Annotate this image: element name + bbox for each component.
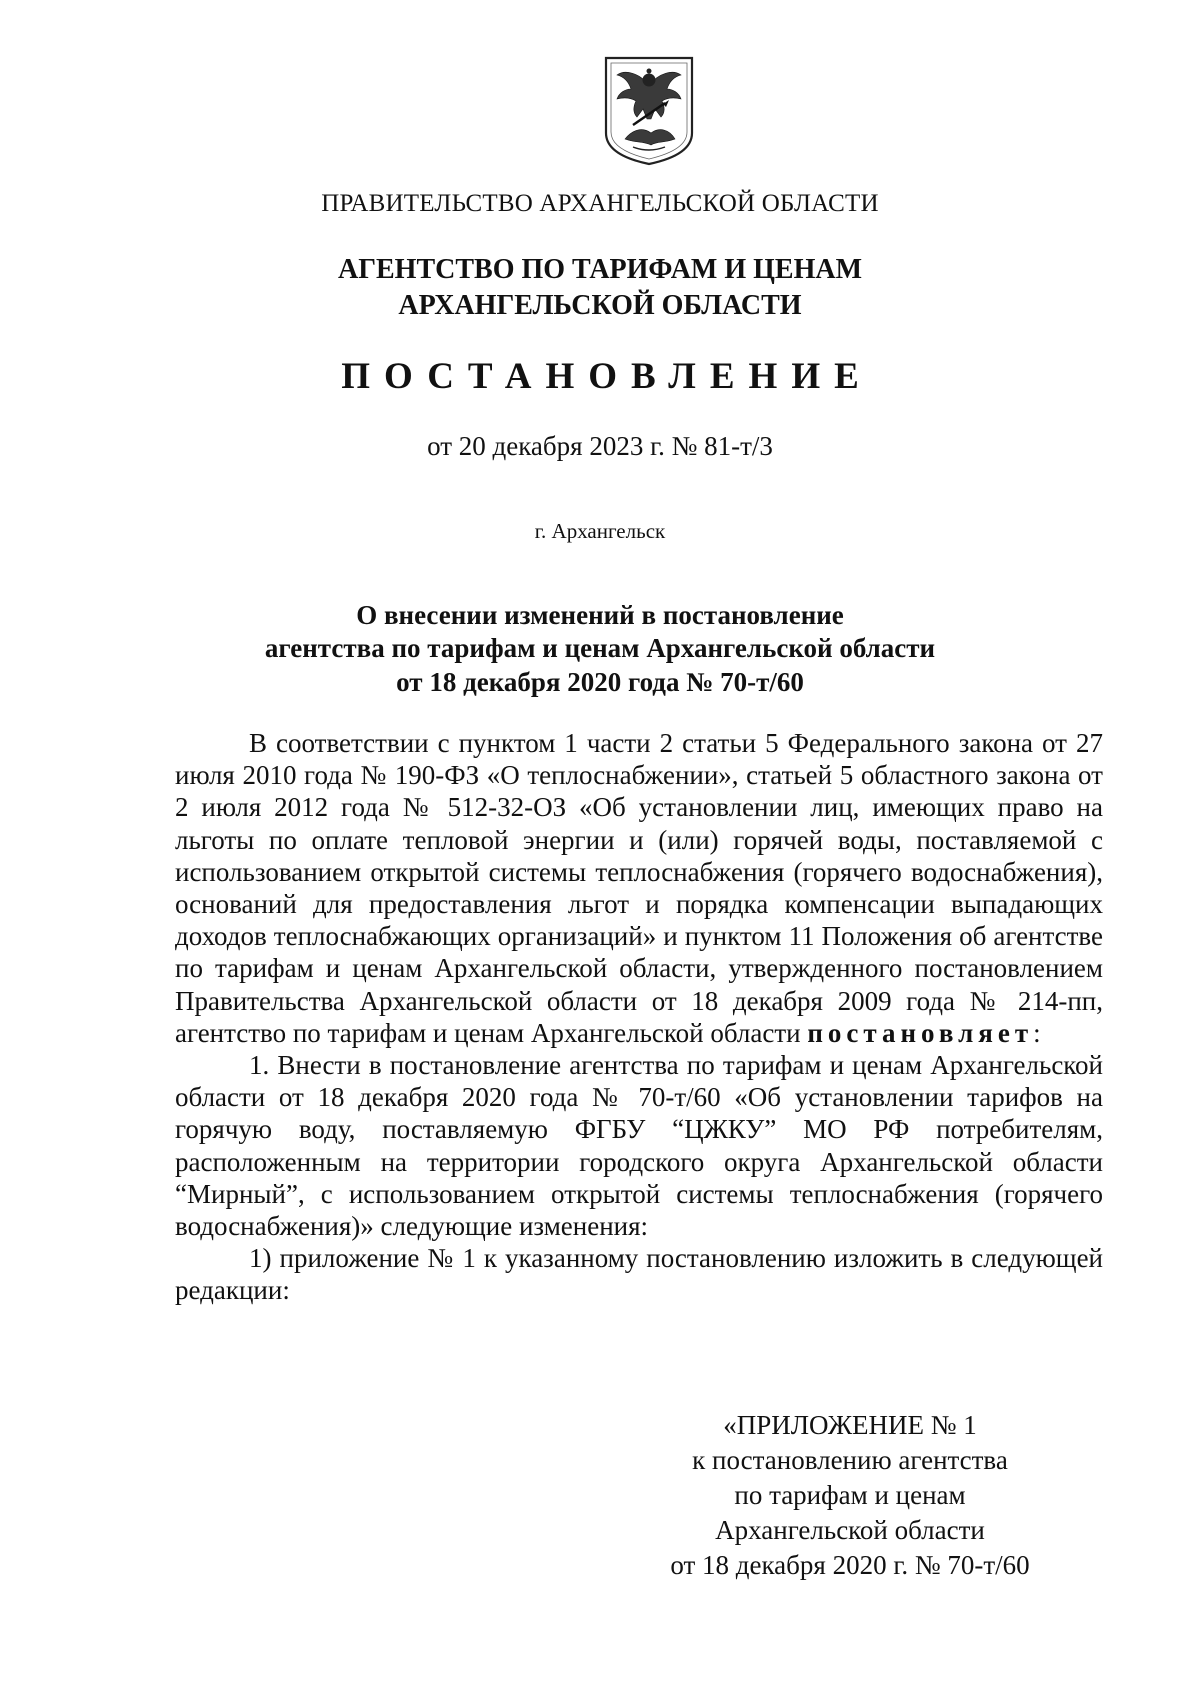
appendix-line: Архангельской области <box>715 1515 985 1545</box>
subitem-1-paragraph: 1) приложение № 1 к указанному постановлению изложить в следующей редакции: <box>175 1243 1103 1306</box>
appendix-line: «ПРИЛОЖЕНИЕ № 1 <box>723 1410 977 1440</box>
agency-name-line: АГЕНТСТВО ПО ТАРИФАМ И ЦЕНАМ <box>337 254 863 285</box>
preamble-text: В соответствии с пунктом 1 части 2 статьи 5 Федерального закона от 27 июля 2010 года № 190-ФЗ «О теплоснабжении», статьей 5 областного закона от 2 июля 2012 года № 512-32-ОЗ «Об установлении лиц, имеющих право на льготы по оплате тепловой энергии и (или) горячей воды, поставляемой с использованием открытой системы теплоснабжения (горячего водоснабжения), оснований для предоставления льгот и порядка компенсации выпадающих доходов теплоснабжающих организаций» и пунктом 11 Положения об агентстве по тарифам и ценам Архангельской области, утвержденного постановлением Правительства Архангельской области от 18 декабря 2009 года № 214-пп, агентство по тарифам и ценам Архангельской области <box>175 728 1103 1048</box>
government-name: ПРАВИТЕЛЬСТВО АРХАНГЕЛЬСКОЙ ОБЛАСТИ <box>321 190 879 217</box>
preamble-colon: : <box>1033 1017 1041 1048</box>
item-1-paragraph: 1. Внести в постановление агентства по тарифам и ценам Архангельской области от 18 декабря 2020 года № 70-т/60 «Об установлении тарифов на горячую воду, поставляемую ФГБУ “ЦЖКУ” МО РФ потребителям, расположенным на территории городского округа Архангельской области “Мирный”, с использованием открытой системы теплоснабжения (горячего водоснабжения)» следующие изменения: <box>175 1050 1103 1242</box>
agency-name-line: АРХАНГЕЛЬСКОЙ ОБЛАСТИ <box>398 289 802 321</box>
coat-of-arms-icon <box>603 55 695 167</box>
appendix-header <box>640 1408 1060 1583</box>
resolution-keyword: постановляет <box>807 1017 1034 1048</box>
subject-line: О внесении изменений в постановление <box>356 600 844 630</box>
document-date-number: от 20 декабря 2023 г. № 81-т/3 <box>427 431 773 461</box>
document-type-title: ПОСТАНОВЛЕНИЕ <box>341 356 873 397</box>
appendix-line: по тарифам и ценам <box>734 1480 966 1510</box>
subject-line: от 18 декабря 2020 года № 70-т/60 <box>396 666 804 697</box>
agency-name <box>0 252 1200 324</box>
subject-line: агентства по тарифам и ценам Архангельской области <box>264 633 936 664</box>
appendix-line: к постановлению агентства <box>692 1445 1008 1475</box>
appendix-line: от 18 декабря 2020 г. № 70-т/60 <box>670 1550 1030 1580</box>
document-city: г. Архангельск <box>534 519 666 543</box>
preamble-paragraph <box>175 727 1103 1049</box>
document-subject <box>0 599 1200 699</box>
document-body <box>175 727 1103 1307</box>
